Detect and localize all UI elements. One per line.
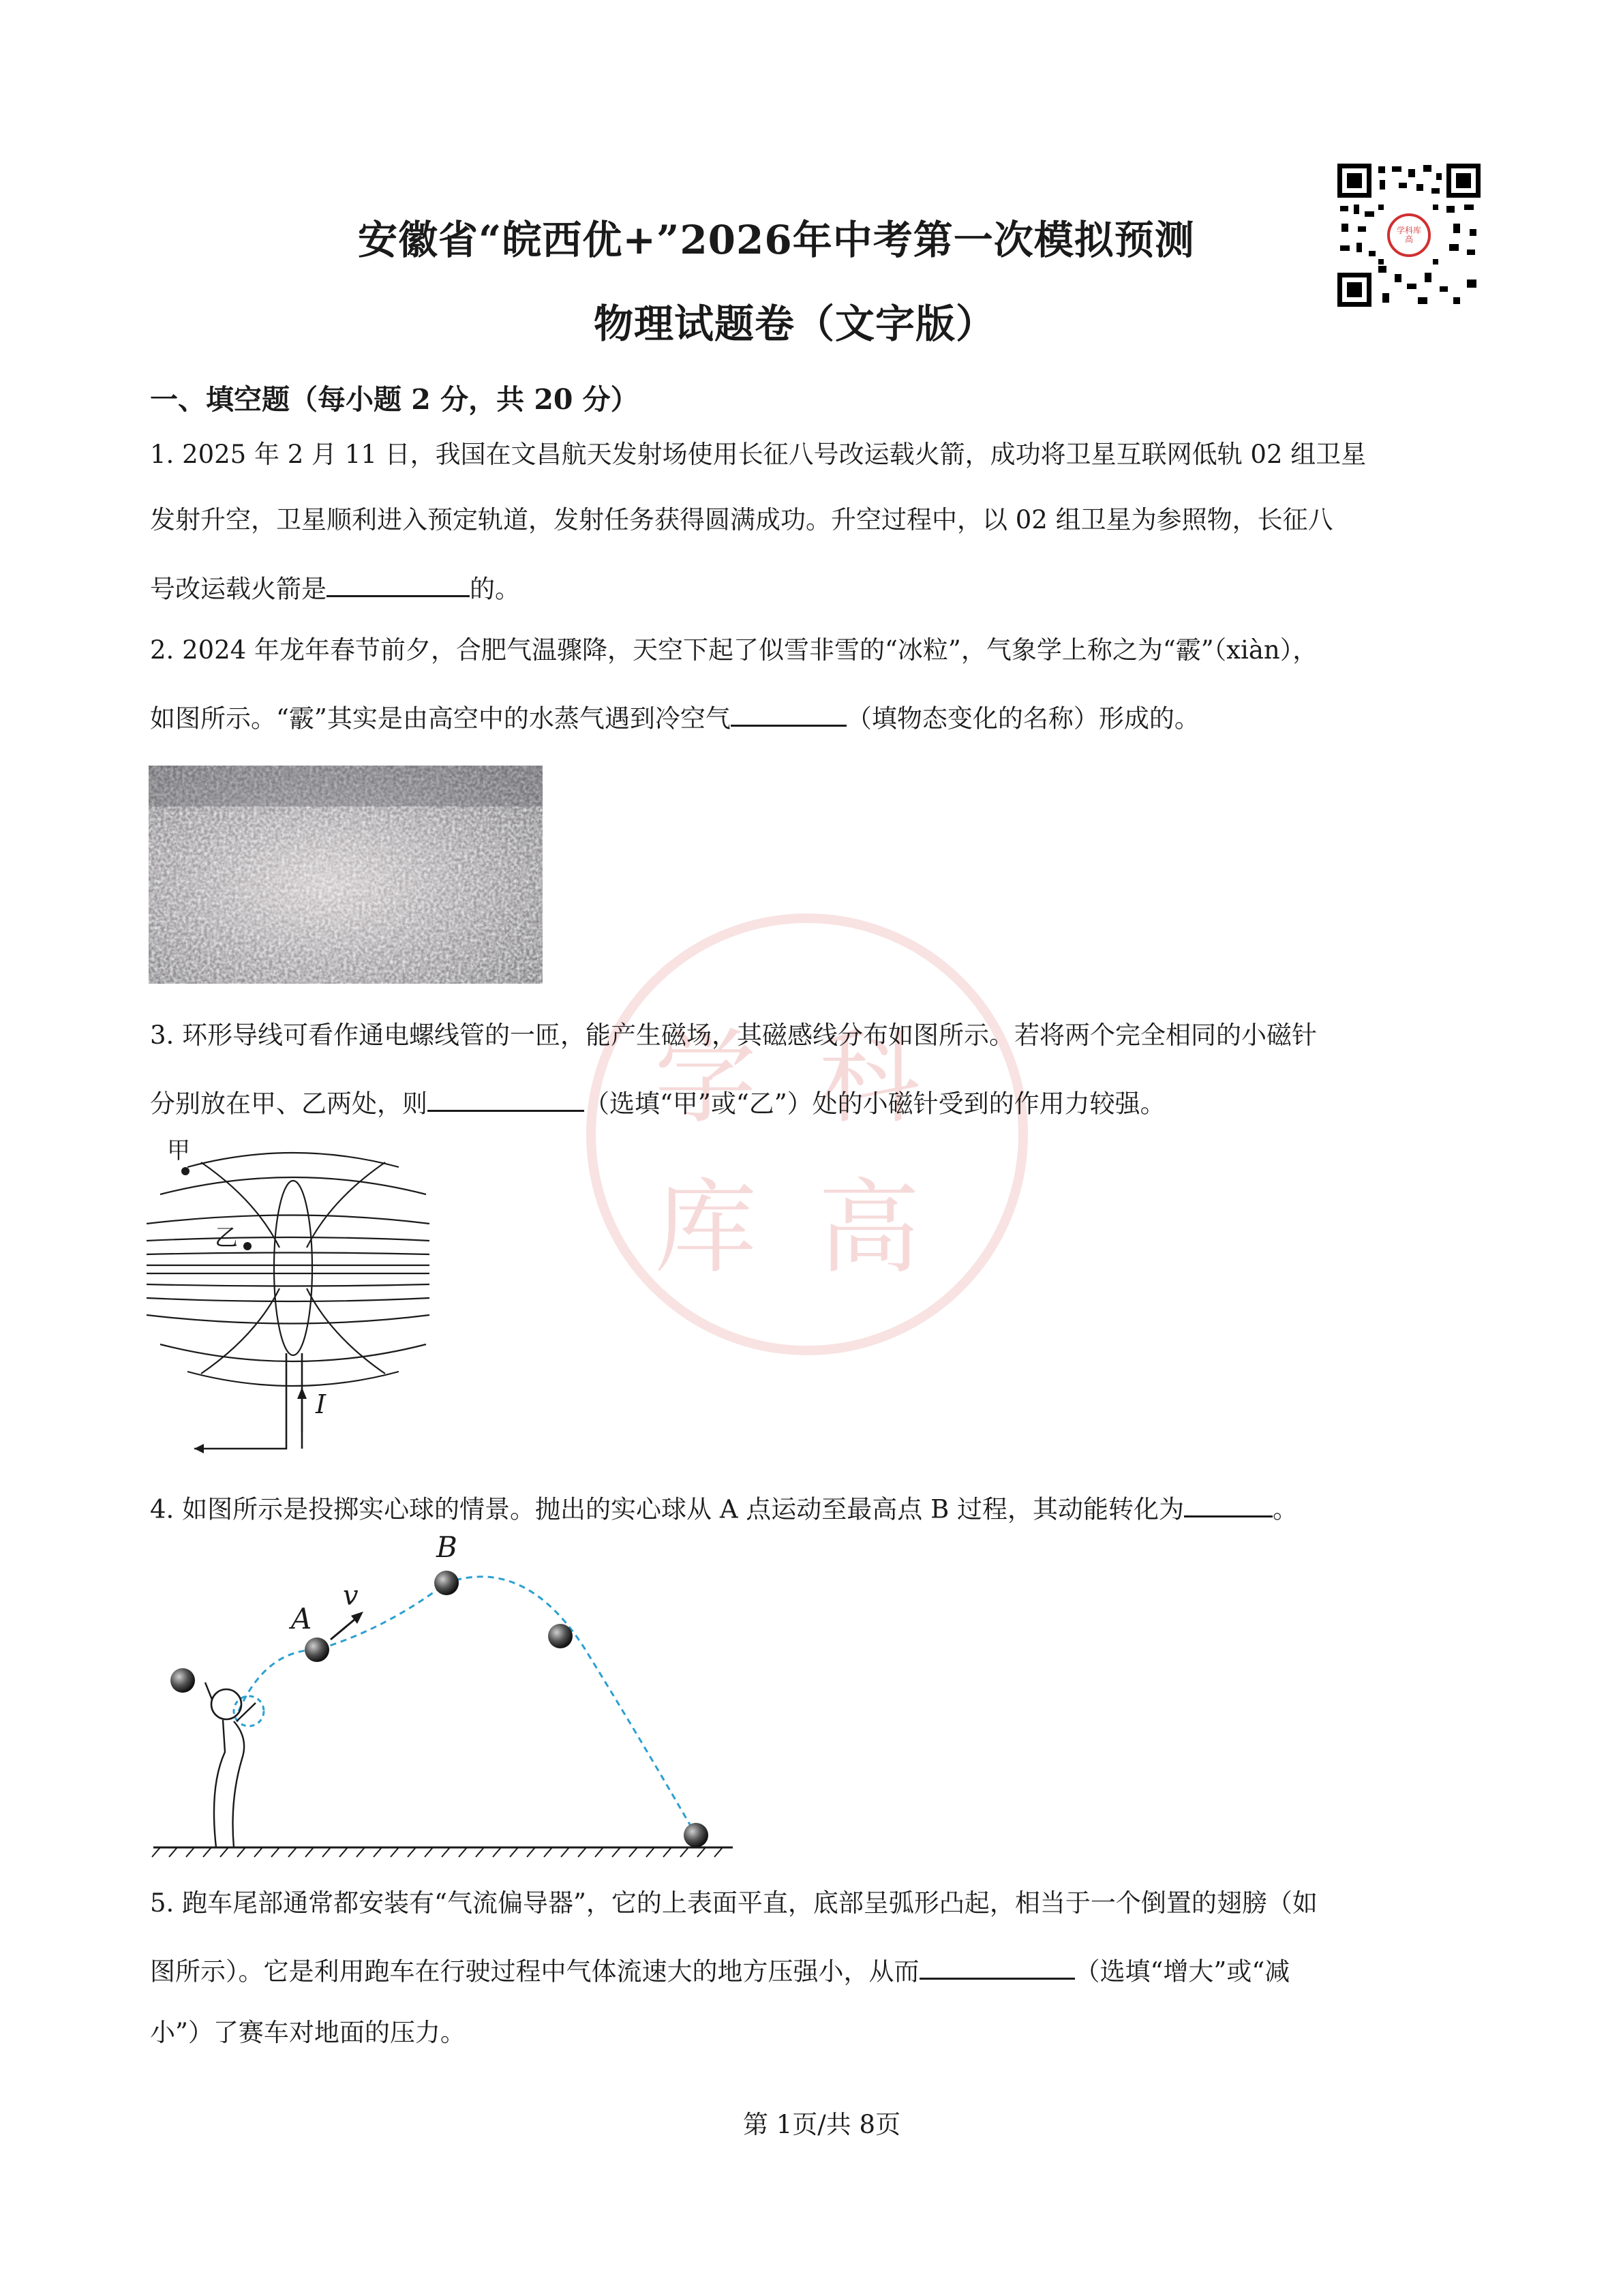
q4-line1-end: 。 [1273, 1494, 1299, 1524]
ball-a [305, 1637, 329, 1662]
q1-line2: 发射升空，卫星顺利进入预定轨道，发射任务获得圆满成功。升空过程中，以 02 组卫星为参照物，长征八 [150, 505, 1333, 534]
q3-line1: 3. 环形导线可看作通电螺线管的一匝，能产生磁场，其磁感线分布如图所示。若将两个完全相同的小磁针 [150, 1021, 1318, 1050]
q2-line1: 2. 2024 年龙年春节前夕，合肥气温骤降，天空下起了似雪非雪的“冰粒”，气象学上称之为“霰”（xiàn）， [150, 635, 1318, 665]
ball-ground [684, 1823, 708, 1847]
label-current: I [316, 1389, 327, 1419]
q3-answer-blank[interactable] [427, 1087, 584, 1112]
graupel-photo [149, 766, 543, 984]
page-title: 安徽省“皖西优+”2026年中考第一次模拟预测 [358, 217, 1195, 263]
q2-line2-end: （填物态变化的名称）形成的。 [846, 704, 1200, 734]
label-v: v [343, 1580, 359, 1612]
ball-mid [548, 1624, 573, 1648]
watermark-char-4: 高 [818, 1169, 921, 1288]
watermark-char-2: 科 [818, 1019, 921, 1138]
magnetic-field-graphic [147, 1132, 433, 1459]
q5-line2 [150, 1955, 1290, 1987]
q4-line1 [150, 1493, 1298, 1522]
q5-answer-blank[interactable] [920, 1955, 1075, 1980]
q2-line2-text: 如图所示。“霰”其实是由高空中的水蒸气遇到冷空气 [150, 704, 731, 734]
q2-line2 [150, 702, 1200, 734]
watermark-char-3: 库 [654, 1169, 757, 1288]
q1-line3-text: 号改运载火箭是 [150, 574, 327, 604]
qr-stamp-text: 学科库高 [1396, 226, 1421, 244]
shot-put-figure [147, 1527, 733, 1858]
q2-answer-blank[interactable] [731, 702, 847, 727]
watermark-circle [586, 913, 1028, 1355]
label-yi: 乙 [215, 1224, 238, 1252]
q1-line3-end: 的。 [470, 574, 520, 604]
qr-code-icon [1337, 164, 1481, 307]
q4-line1-text: 4. 如图所示是投掷实心球的情景。抛出的实心球从 A 点运动至最高点 B 过程，其动能转化为 [150, 1494, 1185, 1524]
q3-line2 [150, 1087, 1166, 1119]
q5-line2-end: （选填“增大”或“减 [1074, 1957, 1290, 1987]
label-b: B [436, 1530, 457, 1564]
q5-line1: 5. 跑车尾部通常都安装有“气流偏导器”，它的上表面平直，底部呈弧形凸起，相当于一个倒置的翅膀（如 [150, 1888, 1318, 1918]
q1-line1: 1. 2025 年 2 月 11 日，我国在文昌航天发射场使用长征八号改运载火箭，成功将卫星互联网低轨 02 组卫星 [150, 440, 1367, 469]
shot-put-graphic [147, 1527, 733, 1858]
q1-line3 [150, 573, 520, 604]
q3-line2-end: （选填“甲”或“乙”）处的小磁针受到的作用力较强。 [584, 1089, 1166, 1119]
page-subtitle: 物理试题卷（文字版） [594, 301, 997, 347]
q4-answer-blank[interactable] [1184, 1493, 1273, 1517]
section-heading: 一、填空题（每小题 2 分，共 20 分） [150, 383, 639, 416]
q5-line3: 小”）了赛车对地面的压力。 [150, 2018, 466, 2047]
label-a: A [291, 1602, 312, 1635]
q3-line2-text: 分别放在甲、乙两处，则 [150, 1089, 427, 1119]
label-jia: 甲 [167, 1137, 190, 1164]
ball-hand [170, 1668, 195, 1693]
q5-line2-text: 图所示）。它是利用跑车在行驶过程中气体流速大的地方压强小，从而 [150, 1957, 920, 1987]
ball-b [434, 1571, 459, 1595]
page-number: 第 1页/共 8页 [743, 2110, 901, 2139]
graupel-photo-graphic [149, 766, 543, 984]
magnetic-field-figure [147, 1132, 433, 1459]
watermark-char-1: 学 [654, 1019, 757, 1138]
q1-answer-blank[interactable] [327, 573, 470, 597]
